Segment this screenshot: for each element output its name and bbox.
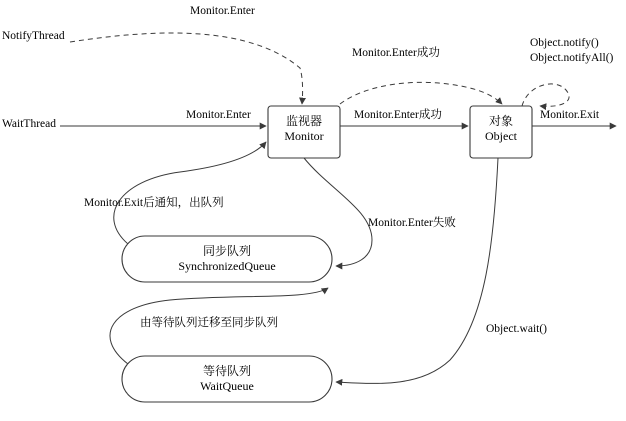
node-wait-queue-line1: 等待队列	[202, 364, 251, 378]
node-object-shape	[470, 106, 532, 158]
node-object-line1: 对象	[488, 114, 513, 128]
node-wait-queue-shape	[122, 356, 332, 402]
edge-label-notify-enter-success: Monitor.Enter成功	[352, 47, 440, 59]
edge-object-notify-loop	[522, 84, 569, 106]
edge-label-wait-monitor-enter: Monitor.Enter	[186, 109, 251, 121]
edge-label-monitor-exit: Monitor.Exit	[540, 109, 600, 121]
edge-wait-to-sync-move-line	[110, 288, 328, 364]
edge-label-monitor-exit-notify-dequeue: Monitor.Exit后通知，出队列	[84, 197, 224, 209]
edge-label-object-notify-all: Object.notifyAll()	[530, 52, 614, 64]
thread-label-notify-thread: NotifyThread	[2, 30, 65, 42]
edge-label-wait-to-sync-move: 由等待队列迁移至同步队列	[140, 317, 278, 329]
edge-label-wait-enter-success: Monitor.Enter成功	[354, 109, 442, 121]
node-synchronized-queue-line2: SynchronizedQueue	[178, 259, 276, 273]
node-monitor-shape	[268, 106, 340, 158]
node-monitor-line1: 监视器	[285, 114, 322, 128]
edge-notify-enter-success-line	[340, 82, 502, 104]
thread-label-wait-thread: WaitThread	[2, 118, 56, 130]
node-monitor-line2: Monitor	[284, 129, 324, 143]
edge-label-object-notify: Object.notify()	[530, 37, 599, 49]
node-wait-queue-line2: WaitQueue	[200, 379, 254, 393]
node-synchronized-queue-shape	[122, 236, 332, 282]
node-object-line2: Object	[485, 129, 517, 143]
edge-object-wait-line	[336, 158, 498, 383]
edge-label-notify-monitor-enter: Monitor.Enter	[190, 5, 255, 17]
node-synchronized-queue-line1: 同步队列	[202, 244, 251, 258]
edge-label-monitor-enter-fail: Monitor.Enter失败	[368, 217, 456, 229]
edge-label-object-wait: Object.wait()	[486, 323, 547, 335]
edge-notify-monitor-enter-line	[70, 33, 303, 104]
edge-monitor-exit-notify-dequeue-line	[114, 142, 266, 244]
